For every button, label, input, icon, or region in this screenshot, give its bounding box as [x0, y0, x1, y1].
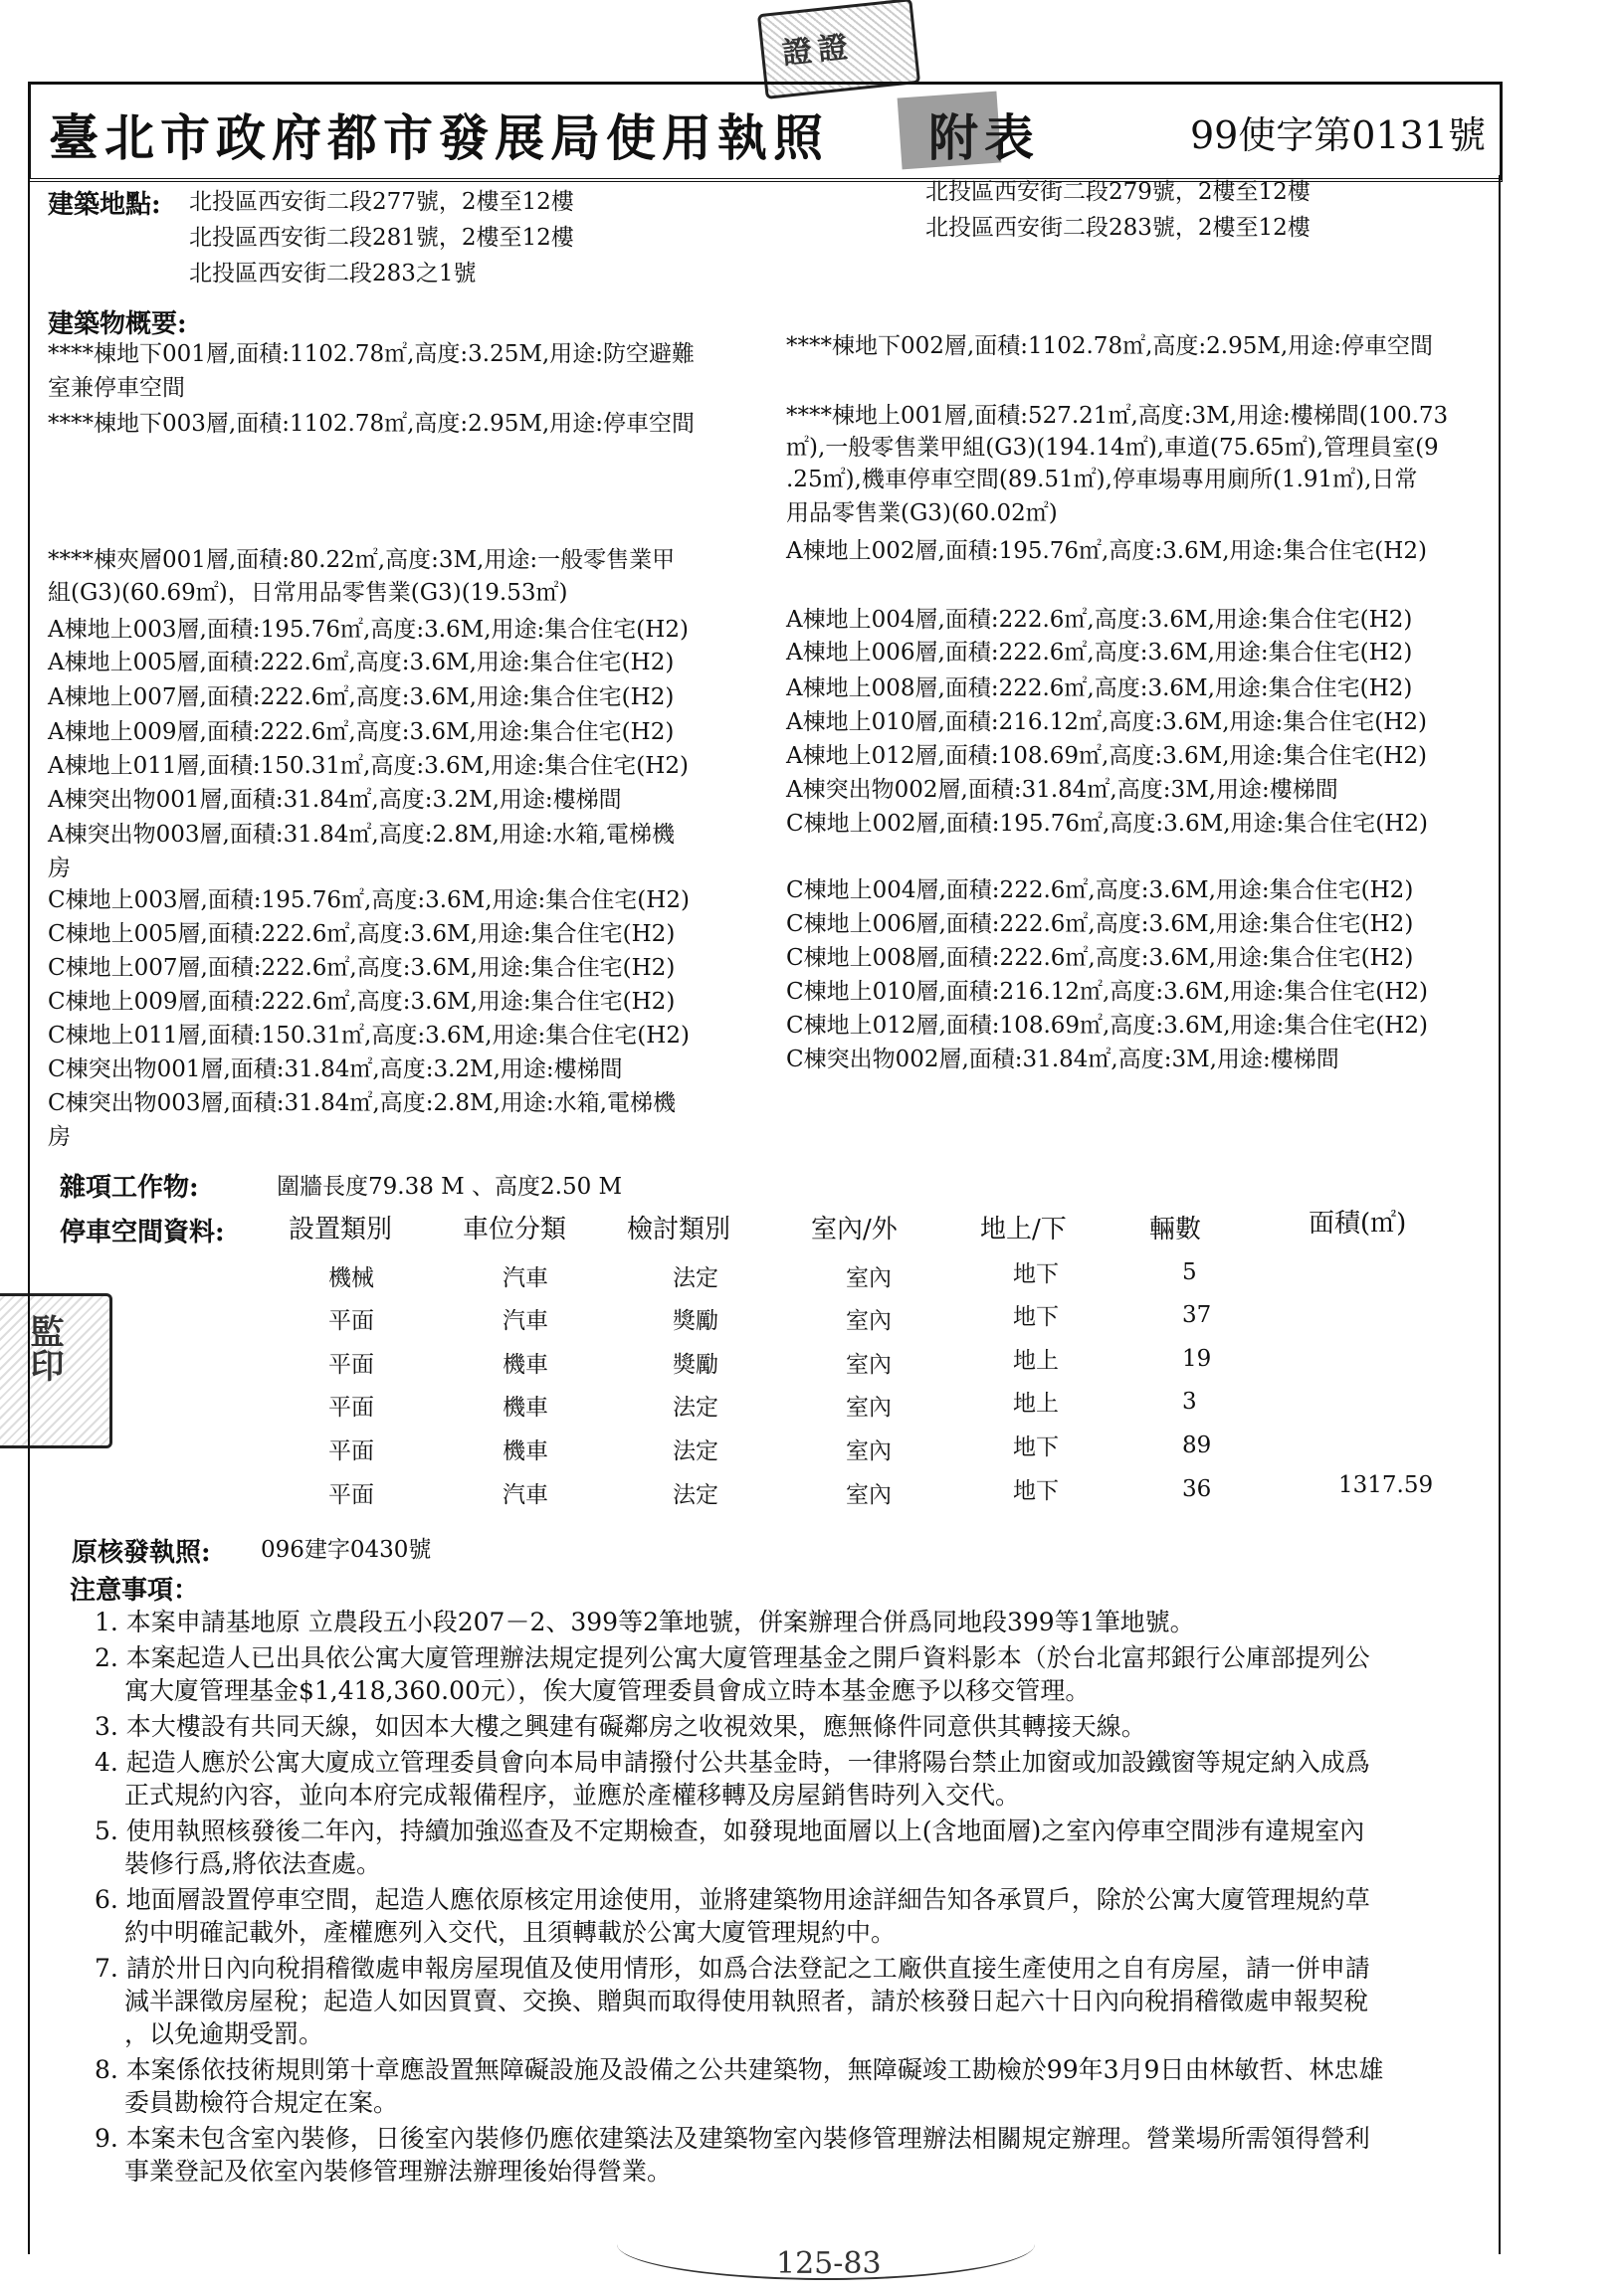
parking-cell: 機車 — [503, 1438, 548, 1464]
overview-line: ****棟夾層001層,面積:80.22㎡,高度:3M,用途:一般零售業甲 — [48, 547, 676, 573]
note-line: 約中明確記載外，產權應列入交代，且須轉載於公寓大廈管理規約中。 — [124, 1918, 897, 1947]
parking-header: 面積(㎡) — [1309, 1209, 1407, 1239]
parking-cell: 平面 — [328, 1438, 374, 1464]
parking-cell: 1317.59 — [1338, 1472, 1434, 1498]
parking-cell: 機車 — [503, 1352, 548, 1378]
original-license-value: 096建字0430號 — [261, 1537, 432, 1563]
overview-line: A棟突出物001層,面積:31.84㎡,高度:3.2M,用途:樓梯間 — [48, 787, 622, 813]
overview-line: C棟地上010層,面積:216.12㎡,高度:3.6M,用途:集合住宅(H2) — [786, 979, 1428, 1005]
parking-cell: 平面 — [328, 1308, 374, 1334]
note-line: 2. 本案起造人已出具依公寓大廈管理辦法規定提列公寓大廈管理基金之開戶資料影本（於台北富邦銀行公庫部提列公 — [95, 1643, 1370, 1672]
overview-line: 房 — [48, 856, 71, 881]
parking-cell: 室內 — [846, 1395, 892, 1421]
parking-cell: 地下 — [1013, 1435, 1059, 1460]
overview-line: C棟地上008層,面積:222.6㎡,高度:3.6M,用途:集合住宅(H2) — [786, 945, 1414, 971]
parking-cell: 3 — [1182, 1389, 1197, 1415]
overview-line: A棟地上002層,面積:195.76㎡,高度:3.6M,用途:集合住宅(H2) — [786, 538, 1427, 564]
overview-line: 房 — [48, 1124, 71, 1150]
overview-line: ㎡),一般零售業甲組(G3)(194.14㎡),車道(75.65㎡),管理員室(9 — [786, 435, 1439, 461]
parking-cell: 室內 — [846, 1308, 892, 1334]
overview-line: C棟突出物001層,面積:31.84㎡,高度:3.2M,用途:樓梯間 — [48, 1056, 623, 1082]
parking-header: 車位分類 — [463, 1215, 567, 1244]
overview-line: ****棟地下002層,面積:1102.78㎡,高度:2.95M,用途:停車空間 — [786, 333, 1433, 359]
parking-cell: 法定 — [673, 1482, 718, 1508]
overview-line: C棟地上003層,面積:195.76㎡,高度:3.6M,用途:集合住宅(H2) — [48, 887, 690, 913]
parking-cell: 平面 — [328, 1395, 374, 1421]
document-number: 99使字第0131號 — [1189, 113, 1486, 157]
parking-cell: 36 — [1182, 1476, 1212, 1502]
parking-cell: 法定 — [673, 1265, 718, 1291]
overview-line: C棟地上006層,面積:222.6㎡,高度:3.6M,用途:集合住宅(H2) — [786, 911, 1414, 937]
parking-cell: 地下 — [1013, 1478, 1059, 1504]
parking-cell: 獎勵 — [673, 1308, 718, 1334]
overview-line: 組(G3)(60.69㎡)，日常用品零售業(G3)(19.53㎡) — [48, 580, 568, 606]
overview-line: A棟地上007層,面積:222.6㎡,高度:3.6M,用途:集合住宅(H2) — [48, 684, 675, 710]
overview-line: C棟地上002層,面積:195.76㎡,高度:3.6M,用途:集合住宅(H2) — [786, 811, 1428, 837]
parking-cell: 獎勵 — [673, 1352, 718, 1378]
note-line: 1. 本案申請基地原 立農段五小段207－2、399等2筆地號，併案辦理合併爲同地段399等1筆地號。 — [95, 1608, 1195, 1636]
overview-line: C棟地上005層,面積:222.6㎡,高度:3.6M,用途:集合住宅(H2) — [48, 921, 676, 947]
parking-cell: 室內 — [846, 1482, 892, 1508]
parking-cell: 地下 — [1013, 1261, 1059, 1287]
note-line: 4. 起造人應於公寓大廈成立管理委員會向本局申請撥付公共基金時，一律將陽台禁止加窗或加設鐵窗等規定納入成爲 — [95, 1748, 1370, 1777]
overview-line: C棟地上007層,面積:222.6㎡,高度:3.6M,用途:集合住宅(H2) — [48, 955, 676, 981]
overview-line: A棟地上006層,面積:222.6㎡,高度:3.6M,用途:集合住宅(H2) — [786, 640, 1413, 666]
location-label: 建築地點: — [48, 190, 161, 220]
overview-line: C棟地上004層,面積:222.6㎡,高度:3.6M,用途:集合住宅(H2) — [786, 877, 1414, 903]
seal-stamp-top: 證證 — [757, 0, 920, 99]
parking-header: 輛數 — [1149, 1215, 1202, 1244]
note-line: 3. 本大樓設有共同天線，如因本大樓之興建有礙鄰房之收視效果，應無條件同意供其轉接天線。 — [95, 1712, 1146, 1741]
note-line: 寓大廈管理基金$1,418,360.00元），俟大廈管理委員會成立時本基金應予以移交管理。 — [124, 1676, 1091, 1705]
note-line: 7. 請於卅日內向稅捐稽徵處申報房屋現值及使用情形，如爲合法登記之工廠供直接生產使用之自有房屋，請一併申請 — [95, 1954, 1370, 1983]
parking-cell: 室內 — [846, 1265, 892, 1291]
parking-cell: 平面 — [328, 1482, 374, 1508]
parking-cell: 平面 — [328, 1352, 374, 1378]
parking-cell: 地上 — [1013, 1391, 1059, 1417]
location-item: 北投區西安街二段279號，2樓至12樓 — [925, 179, 1311, 205]
note-line: 正式規約內容，並向本府完成報備程序，並應於產權移轉及房屋銷售時列入交代。 — [124, 1781, 1021, 1810]
parking-cell: 法定 — [673, 1395, 718, 1421]
parking-cell: 室內 — [846, 1352, 892, 1378]
overview-line: A棟突出物002層,面積:31.84㎡,高度:3M,用途:樓梯間 — [786, 777, 1338, 803]
parking-cell: 19 — [1182, 1346, 1212, 1372]
parking-cell: 89 — [1182, 1433, 1212, 1458]
parking-header: 檢討類別 — [627, 1215, 731, 1244]
page-title — [49, 98, 1040, 170]
overview-line: A棟地上009層,面積:222.6㎡,高度:3.6M,用途:集合住宅(H2) — [48, 719, 675, 745]
parking-cell: 37 — [1182, 1302, 1212, 1328]
parking-header: 地上/下 — [980, 1215, 1067, 1244]
overview-label: 建築物概要: — [48, 309, 187, 339]
note-line: 9. 本案未包含室內裝修，日後室內裝修仍應依建築法及建築物室內裝修管理辦法相關規定辦理。營業場所需領得營利 — [95, 2124, 1370, 2153]
parking-cell: 機械 — [328, 1265, 374, 1291]
overview-line: A棟地上012層,面積:108.69㎡,高度:3.6M,用途:集合住宅(H2) — [786, 743, 1427, 769]
parking-header: 設置類別 — [289, 1215, 393, 1244]
overview-line: A棟地上003層,面積:195.76㎡,高度:3.6M,用途:集合住宅(H2) — [48, 617, 689, 643]
parking-label: 停車空間資料: — [60, 1218, 225, 1247]
seal-stamp-side: 監印 — [0, 1293, 112, 1448]
parking-cell: 機車 — [503, 1395, 548, 1421]
parking-cell: 汽車 — [503, 1265, 548, 1291]
overview-line: C棟突出物003層,面積:31.84㎡,高度:2.8M,用途:水箱,電梯機 — [48, 1090, 676, 1116]
note-line: 事業登記及依室內裝修管理辦法辦理後始得營業。 — [124, 2157, 673, 2186]
overview-line: A棟地上011層,面積:150.31㎡,高度:3.6M,用途:集合住宅(H2) — [48, 753, 689, 779]
parking-header: 室內/外 — [811, 1215, 898, 1244]
notes-label: 注意事項： — [70, 1576, 200, 1606]
note-line: 5. 使用執照核發後二年內，持續加強巡查及不定期檢查，如發現地面層以上(含地面層)之室內停車空間涉有違規室內 — [95, 1817, 1365, 1845]
title-main: 臺北市政府都市發展局使用執照 — [49, 108, 829, 167]
overview-line: A棟地上008層,面積:222.6㎡,高度:3.6M,用途:集合住宅(H2) — [786, 675, 1413, 701]
overview-line: 室兼停車空間 — [48, 375, 185, 401]
parking-cell: 地下 — [1013, 1304, 1059, 1330]
overview-line: .25㎡),機車停車空間(89.51㎡),停車場專用廁所(1.91㎡),日常 — [786, 467, 1418, 492]
overview-line: A棟地上005層,面積:222.6㎡,高度:3.6M,用途:集合住宅(H2) — [48, 650, 675, 675]
location-item: 北投區西安街二段283號，2樓至12樓 — [925, 215, 1311, 241]
parking-cell: 地上 — [1013, 1348, 1059, 1374]
note-line: 8. 本案係依技術規則第十章應設置無障礙設施及設備之公共建築物，無障礙竣工勘檢於99年3月9日由林敏哲、林忠雄 — [95, 2055, 1384, 2084]
location-item: 北投區西安街二段277號，2樓至12樓 — [189, 189, 574, 215]
misc-value: 圍牆長度79.38 M 、高度2.50 M — [277, 1174, 623, 1200]
note-line: 減半課徵房屋稅；起造人如因買賣、交換、贈與而取得使用執照者，請於核發日起六十日內向稅捐稽徵處申報契稅 — [124, 1987, 1369, 2015]
note-line: 6. 地面層設置停車空間，起造人應依原核定用途使用，並將建築物用途詳細告知各承買戶，除於公寓大廈管理規約草 — [95, 1885, 1370, 1914]
overview-line: C棟地上012層,面積:108.69㎡,高度:3.6M,用途:集合住宅(H2) — [786, 1013, 1428, 1039]
overview-line: ****棟地下003層,面積:1102.78㎡,高度:2.95M,用途:停車空間 — [48, 411, 695, 437]
note-line: 裝修行爲,將依法查處。 — [124, 1849, 381, 1878]
note-line: 委員勘檢符合規定在案。 — [124, 2088, 399, 2117]
misc-label: 雜項工作物: — [60, 1173, 199, 1203]
note-line: ，以免逾期受罰。 — [124, 2019, 324, 2048]
overview-line: A棟地上010層,面積:216.12㎡,高度:3.6M,用途:集合住宅(H2) — [786, 709, 1427, 735]
parking-cell: 汽車 — [503, 1482, 548, 1508]
location-item: 北投區西安街二段281號，2樓至12樓 — [189, 225, 574, 251]
parking-cell: 5 — [1182, 1259, 1197, 1285]
overview-line: ****棟地下001層,面積:1102.78㎡,高度:3.25M,用途:防空避難 — [48, 341, 695, 367]
ink-smudge — [898, 92, 1002, 170]
overview-line: C棟地上011層,面積:150.31㎡,高度:3.6M,用途:集合住宅(H2) — [48, 1023, 690, 1049]
parking-cell: 室內 — [846, 1438, 892, 1464]
title-suffix: 附表 — [928, 108, 1040, 167]
page-number: 125-83 — [776, 2246, 882, 2281]
parking-cell: 汽車 — [503, 1308, 548, 1334]
overview-line: C棟地上009層,面積:222.6㎡,高度:3.6M,用途:集合住宅(H2) — [48, 989, 676, 1015]
overview-line: 用品零售業(G3)(60.02㎡) — [786, 500, 1058, 526]
overview-line: A棟地上004層,面積:222.6㎡,高度:3.6M,用途:集合住宅(H2) — [786, 607, 1413, 633]
overview-line: ****棟地上001層,面積:527.21㎡,高度:3M,用途:樓梯間(100.73 — [786, 403, 1449, 429]
parking-cell: 法定 — [673, 1438, 718, 1464]
overview-line: A棟突出物003層,面積:31.84㎡,高度:2.8M,用途:水箱,電梯機 — [48, 822, 675, 848]
overview-line: C棟突出物002層,面積:31.84㎡,高度:3M,用途:樓梯間 — [786, 1047, 1339, 1072]
original-license-label: 原核發執照: — [72, 1538, 211, 1568]
title-box — [28, 82, 1503, 182]
location-item: 北投區西安街二段283之1號 — [189, 261, 477, 287]
